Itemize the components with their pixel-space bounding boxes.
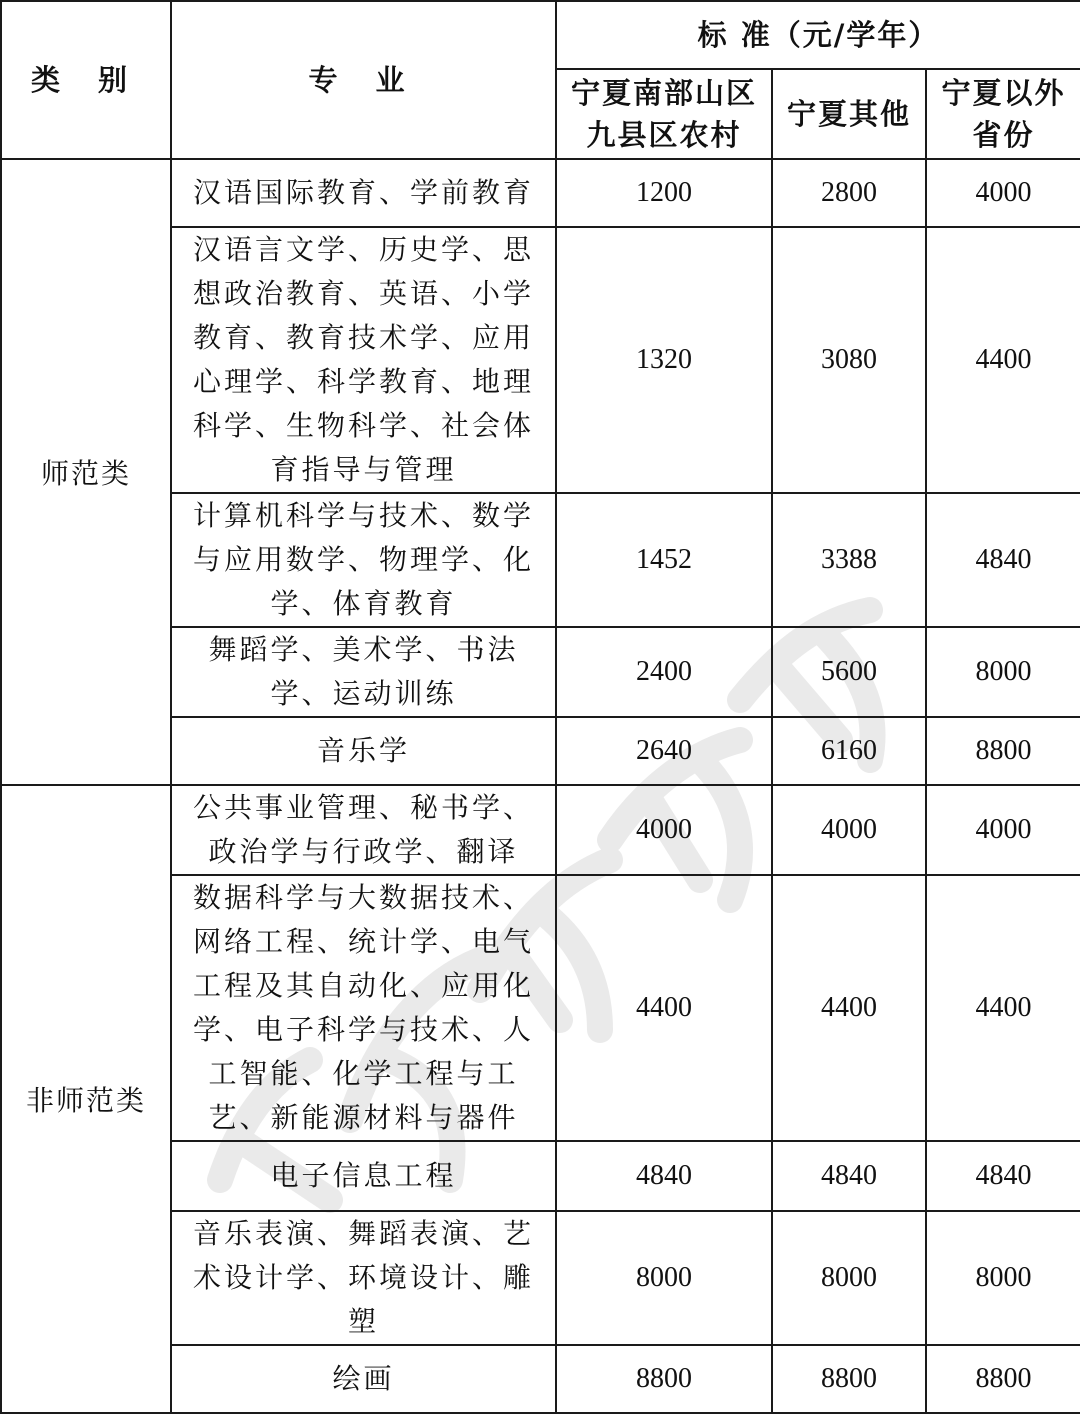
fee-other-ningxia: 3080 [772,227,926,493]
major-cell: 音乐学 [171,717,556,785]
fee-other-ningxia: 8000 [772,1211,926,1345]
fee-other-ningxia: 5600 [772,627,926,717]
major-cell: 汉语言文学、历史学、思想政治教育、英语、小学教育、教育技术学、应用心理学、科学教育、地理科学、生物科学、社会体育指导与管理 [171,227,556,493]
fee-south-rural: 1452 [556,493,772,627]
fee-outside: 8800 [926,1345,1080,1413]
fee-outside: 4400 [926,875,1080,1141]
major-cell: 数据科学与大数据技术、网络工程、统计学、电气工程及其自动化、应用化学、电子科学与技术、人工智能、化学工程与工艺、新能源材料与器件 [171,875,556,1141]
fee-south-rural: 2400 [556,627,772,717]
fee-outside: 8000 [926,1211,1080,1345]
major-cell: 音乐表演、舞蹈表演、艺术设计学、环境设计、雕塑 [171,1211,556,1345]
fee-outside: 4400 [926,227,1080,493]
header-region-south-rural: 宁夏南部山区九县区农村 [556,69,772,159]
category-normal: 师范类 [1,159,171,785]
fee-outside: 8000 [926,627,1080,717]
fee-south-rural: 4400 [556,875,772,1141]
major-cell: 公共事业管理、秘书学、政治学与行政学、翻译 [171,785,556,875]
fee-outside: 4000 [926,159,1080,227]
header-standard: 标 准（元/学年） [556,1,1080,69]
major-cell: 绘画 [171,1345,556,1413]
fee-other-ningxia: 4000 [772,785,926,875]
header-major: 专 业 [171,1,556,159]
header-category: 类 别 [1,1,171,159]
header-region-other-ningxia: 宁夏其他 [772,69,926,159]
fee-south-rural: 1200 [556,159,772,227]
fee-south-rural: 8000 [556,1211,772,1345]
major-cell: 电子信息工程 [171,1141,556,1211]
major-cell: 舞蹈学、美术学、书法学、运动训练 [171,627,556,717]
header-region-outside: 宁夏以外省份 [926,69,1080,159]
major-cell: 汉语国际教育、学前教育 [171,159,556,227]
fee-outside: 8800 [926,717,1080,785]
fee-outside: 4840 [926,493,1080,627]
fee-south-rural: 1320 [556,227,772,493]
fee-south-rural: 2640 [556,717,772,785]
fee-other-ningxia: 2800 [772,159,926,227]
fee-other-ningxia: 4400 [772,875,926,1141]
fee-south-rural: 8800 [556,1345,772,1413]
major-cell: 计算机科学与技术、数学与应用数学、物理学、化学、体育教育 [171,493,556,627]
fee-outside: 4840 [926,1141,1080,1211]
fee-other-ningxia: 3388 [772,493,926,627]
fee-other-ningxia: 6160 [772,717,926,785]
fee-other-ningxia: 8800 [772,1345,926,1413]
fee-outside: 4000 [926,785,1080,875]
fee-south-rural: 4840 [556,1141,772,1211]
fee-other-ningxia: 4840 [772,1141,926,1211]
category-non-normal: 非师范类 [1,785,171,1413]
fee-south-rural: 4000 [556,785,772,875]
